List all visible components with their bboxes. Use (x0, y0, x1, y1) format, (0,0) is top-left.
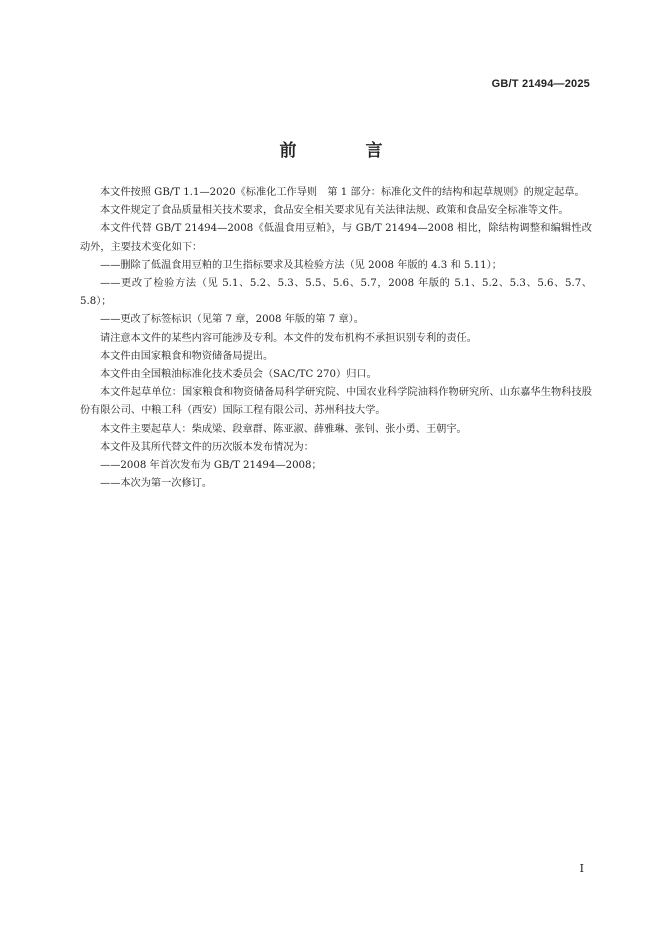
paragraph-committee: 本文件由全国粮油标准化技术委员会（SAC/TC 270）归口。 (100, 369, 377, 381)
standard-code: GB/T 21494—2025 (491, 78, 590, 90)
paragraph-drafting-units: 本文件起草单位：国家粮食和物资储备局科学研究院、中国农业科学院油料作物研究所、山东嘉华生物科技股份有限公司、中粮工科（西安）国际工程有限公司、苏州科技大学。 (80, 387, 592, 417)
page-title: 前 言 (279, 141, 409, 161)
paragraph-drafters: 本文件主要起草人：柴成梁、段章群、陈亚淑、薛雅琳、张钊、张小勇、王朝宇。 (100, 423, 467, 435)
document-body (80, 184, 592, 493)
page-number: I (579, 862, 584, 875)
history-item: ——本次为第一次修订。 (100, 478, 213, 490)
paragraph-drafting-rules: 本文件按照 GB/T 1.1—2020《标准化工作导则 第 1 部分：标准化文件的结构和起草规则》的规定起草。 (100, 187, 585, 198)
change-item: ——删除了低温食用豆粕的卫生指标要求及其检验方法（见 2008 年版的 4.3 和 5.11）； (100, 259, 502, 271)
history-item: ——2008 年首次发布为 GB/T 21494—2008； (100, 460, 322, 472)
paragraph-replaces: 本文件代替 GB/T 21494—2008《低温食用豆粕》，与 GB/T 21494—2008 相比，除结构调整和编辑性改动外，主要技术变化如下： (80, 223, 592, 253)
paragraph-history-intro: 本文件及其所代替文件的历次版本发布情况为： (100, 441, 314, 453)
paragraph-scope: 本文件规定了食品质量相关技术要求，食品安全相关要求见有关法律法规、政策和食品安全标准等文件。 (100, 205, 569, 217)
change-item: ——更改了检验方法（见 5.1、5.2、5.3、5.5、5.6、5.7，2008 年版的 5.1、5.2、5.3、5.6、5.7、5.8）； (80, 278, 592, 308)
paragraph-patent-notice: 请注意本文件的某些内容可能涉及专利。本文件的发布机构不承担识别专利的责任。 (100, 332, 477, 344)
change-item: ——更改了标签标识（见第 7 章，2008 年版的第 7 章）。 (100, 314, 364, 326)
paragraph-proposer: 本文件由国家粮食和物资储备局提出。 (100, 350, 274, 362)
